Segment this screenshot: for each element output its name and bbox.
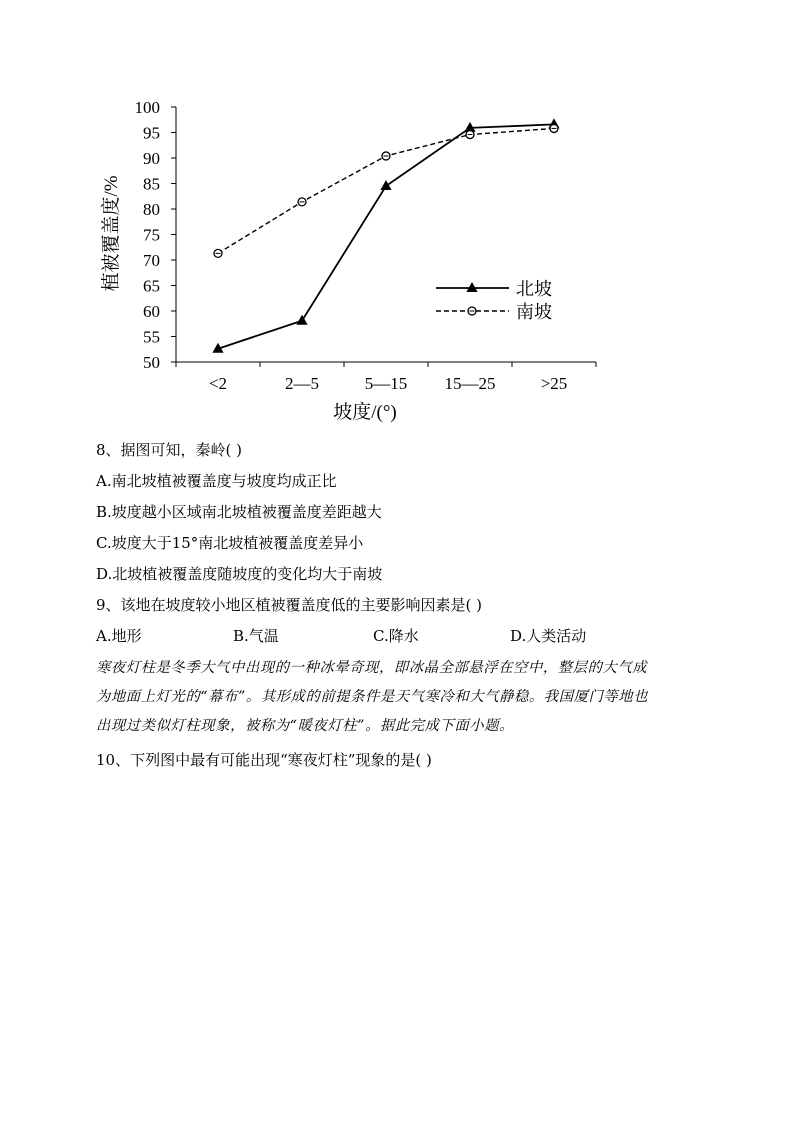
y-tick-label: 85: [143, 174, 160, 194]
series-1-point: [381, 181, 391, 190]
passage-line-1: 寒夜灯柱是冬季大气中出现的一种冰晕奇现，即冰晶全部悬浮在空中，整层的大气成: [96, 660, 648, 676]
x-tick-label: 5—15: [364, 374, 408, 393]
series-line-2: [218, 128, 554, 253]
y-tick-label: 100: [134, 98, 160, 117]
y-tick-label: 65: [143, 276, 160, 296]
legend-label-1: 北坡: [516, 279, 552, 299]
question-10-stem: 10、下列图中最有可能出现“寒夜灯柱”现象的是( ): [96, 751, 432, 769]
y-tick-label: 55: [143, 327, 160, 347]
question-9-options: [96, 625, 716, 645]
question-9-stem: 9、该地在坡度较小地区植被覆盖度低的主要影响因素是( ): [96, 596, 483, 614]
y-axis-title: 植被覆盖度/%: [101, 175, 122, 292]
question-9-option-d: D.人类活动: [510, 627, 587, 645]
chart-series: [213, 119, 559, 352]
question-8-option-a: A.南北坡植被覆盖度与坡度均成正比: [96, 472, 337, 490]
question-9-option-b: B.气温: [233, 627, 279, 645]
y-tick-label: 95: [143, 123, 160, 143]
question-8-option-b: B.坡度越小区域南北坡植被覆盖度差距越大: [96, 503, 382, 521]
chart-axes: [100, 98, 596, 423]
y-tick-label: 50: [143, 353, 160, 372]
y-tick-label: 75: [143, 225, 160, 245]
question-8-stem: 8、据图可知，秦岭( ): [96, 441, 243, 459]
x-tick-label: <2: [208, 374, 228, 393]
question-8-option-c: C.坡度大于15°南北坡植被覆盖度差异小: [96, 534, 364, 552]
x-tick-label: >25: [540, 374, 568, 393]
passage-line-3: 出现过类似灯柱现象，被称为“暖夜灯柱”。据此完成下面小题。: [96, 718, 515, 734]
legend-label-2: 南坡: [516, 302, 552, 322]
y-tick-label: 80: [143, 200, 160, 219]
x-axis-title: 坡度/(°): [333, 402, 397, 423]
x-tick-label: 2—5: [285, 374, 319, 393]
chart-legend: [436, 279, 552, 322]
passage-line-2: 为地面上灯光的“幕布”。其形成的前提条件是天气寒冷和大气静稳。我国厦门等地也: [96, 689, 649, 705]
slope-vegetation-chart: [0, 0, 794, 430]
y-tick-label: 70: [143, 251, 160, 270]
question-9-option-a: A.地形: [96, 627, 142, 645]
y-tick-label: 60: [143, 302, 160, 321]
x-tick-label: 15—25: [444, 374, 496, 393]
question-9-option-c: C.降水: [373, 627, 419, 645]
y-tick-label: 90: [143, 149, 160, 168]
question-8-option-d: D.北坡植被覆盖度随坡度的变化均大于南坡: [96, 565, 383, 583]
